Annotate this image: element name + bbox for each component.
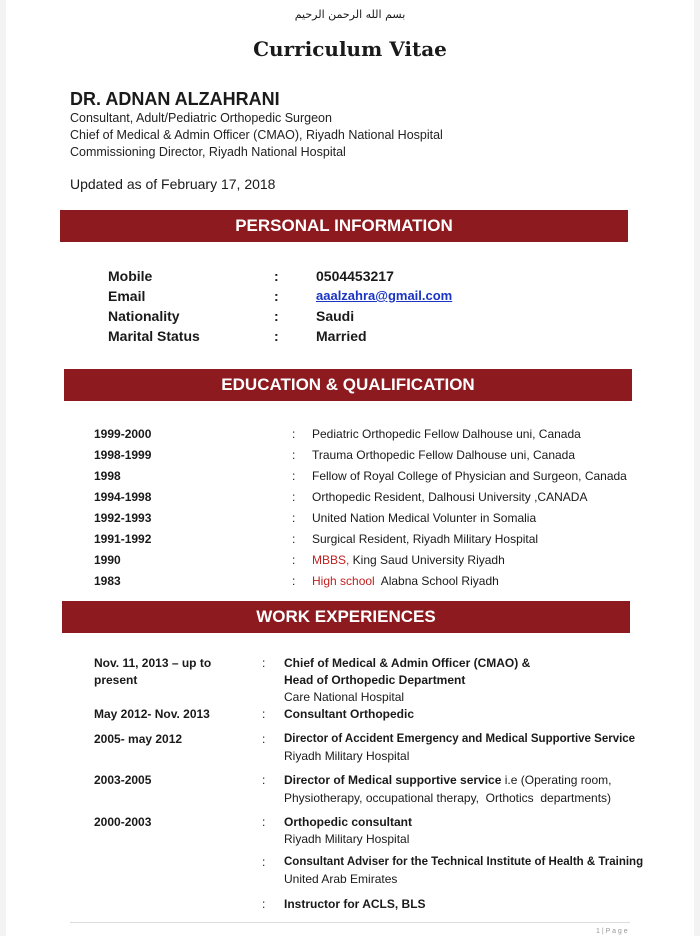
- email-link[interactable]: aaalzahra@gmail.com: [316, 288, 453, 303]
- education-detail: Fellow of Royal College of Physician and Surgeon, Canada: [312, 469, 627, 483]
- education-detail-text: King Saud University Riyadh: [349, 553, 505, 567]
- education-detail: Trauma Orthopedic Fellow Dalhouse uni, Canada: [312, 448, 576, 462]
- colon: :: [292, 553, 296, 567]
- work-employer: United Arab Emirates: [284, 872, 398, 886]
- colon: :: [262, 815, 266, 829]
- field-label: Nationality: [108, 308, 180, 324]
- colon: :: [262, 732, 266, 746]
- education-row: [0, 448, 700, 468]
- colon: :: [274, 308, 279, 324]
- education-years: 1991-1992: [94, 532, 152, 546]
- education-years: 1983: [94, 574, 121, 588]
- work-role: Instructor for ACLS, BLS: [284, 897, 426, 911]
- work-role: Chief of Medical & Admin Officer (CMAO) &: [284, 656, 531, 670]
- education-row: [0, 574, 700, 594]
- field-label: Mobile: [108, 268, 153, 284]
- work-banner: WORK EXPERIENCES: [62, 601, 630, 633]
- degree-highlight: MBBS,: [312, 553, 350, 567]
- basmala-heading: بسم الله الرحمن الرحيم: [294, 8, 406, 21]
- colon: :: [274, 288, 279, 304]
- title-line-2: Chief of Medical & Admin Officer (CMAO), Riyadh National Hospital: [70, 128, 443, 142]
- colon: :: [292, 448, 296, 462]
- work-employer: Riyadh Military Hospital: [284, 832, 410, 846]
- education-years: 1992-1993: [94, 511, 152, 525]
- work-role-note: i.e (Operating room,: [501, 773, 612, 787]
- updated-date: Updated as of February 17, 2018: [70, 176, 276, 192]
- work-date-cont: present: [94, 673, 138, 687]
- work-role-line: [284, 772, 611, 789]
- education-banner: EDUCATION & QUALIFICATION: [64, 369, 632, 401]
- title-line-1: Consultant, Adult/Pediatric Orthopedic Surgeon: [70, 111, 332, 125]
- footer-divider: [70, 922, 630, 923]
- personal-row-mobile: [0, 268, 700, 288]
- education-detail-mbbs: [312, 553, 505, 567]
- education-row: [0, 490, 700, 510]
- colon: :: [292, 532, 296, 546]
- education-row: [0, 427, 700, 447]
- title-line-3: Commissioning Director, Riyadh National Hospital: [70, 145, 346, 159]
- field-label: Marital Status: [108, 328, 200, 344]
- education-years: 1999-2000: [94, 427, 152, 441]
- marital-status-value: Married: [316, 328, 367, 344]
- degree-highlight: High school: [312, 574, 375, 588]
- education-detail: Pediatric Orthopedic Fellow Dalhouse uni, Canada: [312, 427, 581, 441]
- mobile-value: 0504453217: [316, 268, 394, 284]
- personal-row-nationality: [0, 308, 700, 328]
- education-years: 1994-1998: [94, 490, 152, 504]
- personal-info-banner: PERSONAL INFORMATION: [60, 210, 628, 242]
- work-date: 2005- may 2012: [94, 732, 183, 746]
- work-employer: Riyadh Military Hospital: [284, 749, 410, 763]
- colon: :: [274, 268, 279, 284]
- colon: :: [262, 656, 266, 670]
- education-detail-text: Alabna School Riyadh: [374, 574, 499, 588]
- education-row: [0, 553, 700, 573]
- work-role: Orthopedic consultant: [284, 815, 413, 829]
- page-number: 1 | P a g e: [596, 928, 628, 935]
- work-date: 2000-2003: [94, 815, 152, 829]
- colon: :: [262, 897, 266, 911]
- colon: :: [262, 773, 266, 787]
- education-row: [0, 511, 700, 531]
- education-years: 1990: [94, 553, 121, 567]
- work-date: Nov. 11, 2013 – up to: [94, 656, 212, 670]
- work-role: Director of Medical supportive service: [284, 773, 502, 787]
- work-role: Consultant Orthopedic: [284, 707, 414, 721]
- education-years: 1998-1999: [94, 448, 152, 462]
- personal-row-email: [0, 288, 700, 308]
- work-role-cont: Head of Orthopedic Department: [284, 673, 466, 687]
- education-row: [0, 532, 700, 552]
- work-role-note-cont: Physiotherapy, occupational therapy, Orthotics departments): [284, 791, 612, 805]
- document-title: Curriculum Vitae: [253, 37, 447, 61]
- colon: :: [262, 707, 266, 721]
- colon: :: [292, 469, 296, 483]
- colon: :: [274, 328, 279, 344]
- education-detail-highschool: [312, 574, 499, 588]
- colon: :: [292, 511, 296, 525]
- work-employer: Care National Hospital: [284, 690, 405, 704]
- colon: :: [292, 574, 296, 588]
- education-detail: Surgical Resident, Riyadh Military Hospital: [312, 532, 539, 546]
- education-detail: Orthopedic Resident, Dalhousi University ,CANADA: [312, 490, 588, 504]
- colon: :: [292, 427, 296, 441]
- work-date: 2003-2005: [94, 773, 152, 787]
- colon: :: [292, 490, 296, 504]
- work-role: Director of Accident Emergency and Medical Supportive Service: [284, 733, 636, 745]
- work-role: Consultant Adviser for the Technical Institute of Health & Training: [284, 856, 644, 868]
- field-label: Email: [108, 288, 146, 304]
- personal-row-marital-status: [0, 328, 700, 348]
- education-detail: United Nation Medical Volunter in Somalia: [312, 511, 537, 525]
- education-years: 1998: [94, 469, 121, 483]
- work-date: May 2012- Nov. 2013: [94, 707, 210, 721]
- nationality-value: Saudi: [316, 308, 355, 324]
- education-row: [0, 469, 700, 489]
- candidate-name: DR. ADNAN ALZAHRANI: [70, 89, 280, 109]
- colon: :: [262, 855, 266, 869]
